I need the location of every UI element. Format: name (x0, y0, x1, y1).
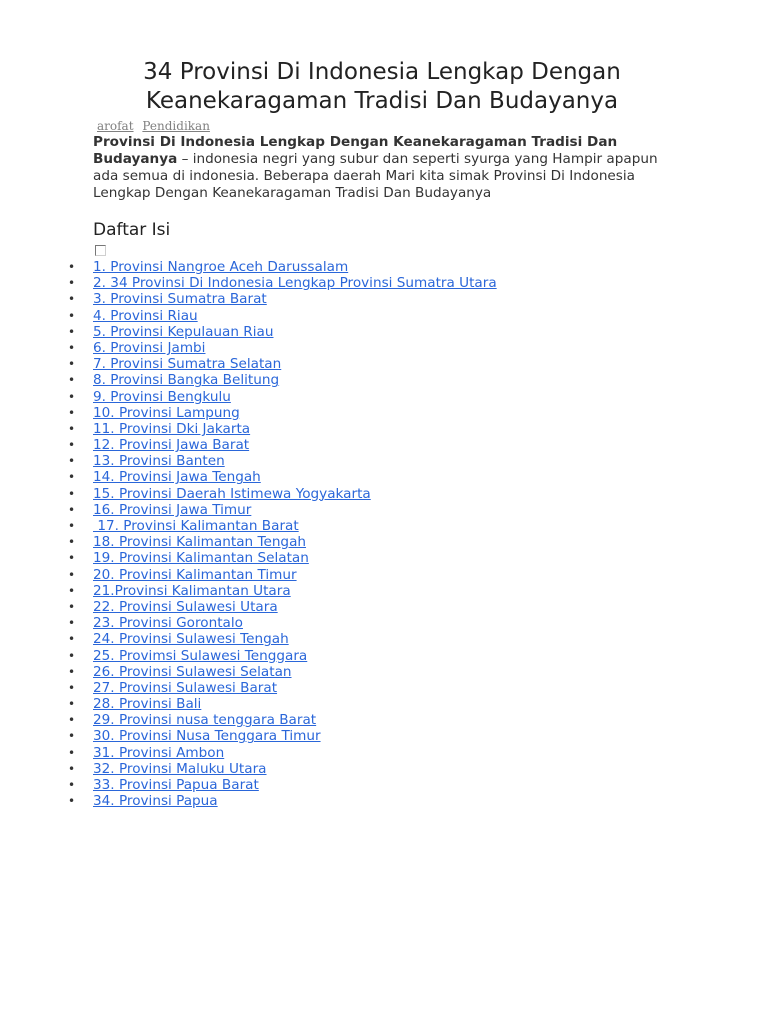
bullet-icon: • (68, 519, 76, 533)
bullet-icon: • (68, 324, 76, 339)
bullet-icon: • (68, 486, 76, 501)
bullet-icon: • (68, 778, 76, 792)
bullet-icon: • (68, 697, 76, 712)
toc-item (68, 469, 683, 486)
bullet-icon: • (68, 470, 76, 485)
toc-item (68, 696, 683, 713)
bullet-icon: • (68, 535, 76, 550)
article-meta (97, 119, 683, 133)
bullet-icon: • (68, 292, 76, 307)
toc-link[interactable]: 13. Provinsi Banten (93, 453, 225, 470)
toc-item (68, 760, 683, 777)
bullet-icon: • (68, 761, 76, 776)
toc-item (68, 437, 683, 454)
bullet-icon: • (68, 405, 76, 420)
toc-item (68, 728, 683, 745)
toc-item (68, 679, 683, 696)
bullet-icon: • (68, 648, 76, 663)
article-intro (93, 134, 673, 202)
bullet-icon: • (68, 632, 76, 647)
bullet-icon: • (68, 713, 76, 728)
toc-item (68, 388, 683, 405)
bullet-icon: • (68, 260, 76, 274)
bullet-icon: • (68, 308, 76, 323)
toc-link[interactable]: 3. Provinsi Sumatra Barat (93, 291, 267, 308)
toc-link[interactable]: 2. 34 Provinsi Di Indonesia Lengkap Provinsi Sumatra Utara (93, 275, 497, 292)
toc-item (68, 307, 683, 324)
toc-link[interactable]: 20. Provinsi Kalimantan Timur (93, 566, 297, 583)
toc-link[interactable]: 28. Provinsi Bali (93, 696, 202, 713)
toc-item (68, 777, 683, 793)
toc-list (68, 259, 683, 810)
bullet-icon: • (68, 583, 76, 598)
toc-link[interactable]: 34. Provinsi Papua (93, 793, 218, 810)
bullet-icon: • (68, 664, 76, 679)
toc-item (68, 793, 683, 810)
category-link[interactable]: Pendidikan (142, 119, 210, 133)
bullet-icon: • (68, 616, 76, 631)
bullet-icon: • (68, 745, 76, 760)
bullet-icon: • (68, 551, 76, 566)
toc-item (68, 550, 683, 567)
toc-item (68, 631, 683, 648)
toc-link[interactable]: 24. Provinsi Sulawesi Tengah (93, 631, 289, 648)
toc-link[interactable]: 21.Provinsi Kalimantan Utara (93, 582, 291, 599)
bullet-icon: • (68, 454, 76, 469)
toc-link[interactable]: 10. Provinsi Lampung (93, 404, 240, 421)
toc-item (68, 485, 683, 502)
toc-link[interactable]: 19. Provinsi Kalimantan Selatan (93, 550, 309, 567)
toc-item (68, 712, 683, 729)
bullet-icon: • (68, 276, 76, 291)
article-title: 34 Provinsi Di Indonesia Lengkap Dengan Keanekaragaman Tradisi Dan Budayanya (143, 59, 621, 114)
toc-link[interactable]: 27. Provinsi Sulawesi Barat (93, 679, 278, 696)
bullet-icon: • (68, 794, 76, 809)
toc-link[interactable]: 17. Provinsi Kalimantan Barat (93, 518, 299, 534)
toc-item (68, 259, 683, 275)
toc-link[interactable]: 1. Provinsi Nangroe Aceh Darussalam (93, 259, 349, 275)
toc-item (68, 453, 683, 470)
toc-item (68, 647, 683, 664)
toc-item (68, 291, 683, 308)
bullet-icon: • (68, 357, 76, 372)
toc-link[interactable]: 16. Provinsi Jawa Timur (93, 501, 252, 518)
bullet-icon: • (68, 389, 76, 404)
toc-link[interactable]: 12. Provinsi Jawa Barat (93, 437, 250, 454)
toc-item (68, 501, 683, 518)
toc-item (68, 275, 683, 292)
toc-item (68, 598, 683, 615)
toc-item (68, 566, 683, 583)
toc-item (68, 339, 683, 356)
bullet-icon: • (68, 340, 76, 355)
toc-link[interactable]: 25. Provimsi Sulawesi Tenggara (93, 647, 308, 664)
bullet-icon: • (68, 729, 76, 744)
toc-link[interactable]: 15. Provinsi Daerah Istimewa Yogyakarta (93, 485, 371, 502)
intro-text: – indonesia negri yang subur dan seperti syurga yang Hampir apapun ada semua di indonesia. Beberapa daerah Mari kita simak Provinsi Di Indonesia Lengkap Dengan Keanekaragaman Tradisi Dan Budayanya (93, 151, 658, 201)
bullet-icon: • (68, 567, 76, 582)
toc-link[interactable]: 5. Provinsi Kepulauan Riau (93, 323, 274, 340)
toc-item (68, 582, 683, 599)
bullet-icon: • (68, 438, 76, 453)
toc-link[interactable]: 4. Provinsi Riau (93, 307, 198, 324)
toc-link[interactable]: 32. Provinsi Maluku Utara (93, 760, 267, 777)
toc-link[interactable]: 23. Provinsi Gorontalo (93, 615, 243, 632)
toc-link[interactable]: 31. Provinsi Ambon (93, 744, 225, 761)
toc-item (68, 615, 683, 632)
toc-item (68, 404, 683, 421)
toc-item (68, 518, 683, 534)
bullet-icon: • (68, 502, 76, 517)
toc-link[interactable]: 7. Provinsi Sumatra Selatan (93, 356, 282, 373)
toc-link[interactable]: 33. Provinsi Papua Barat (93, 777, 259, 793)
bullet-icon: • (68, 599, 76, 614)
toc-link[interactable]: 26. Provinsi Sulawesi Selatan (93, 663, 292, 680)
toc-link[interactable]: 14. Provinsi Jawa Tengah (93, 469, 261, 486)
toc-link[interactable]: 22. Provinsi Sulawesi Utara (93, 598, 278, 615)
toc-link[interactable]: 18. Provinsi Kalimantan Tengah (93, 534, 307, 551)
toc-link[interactable]: 8. Provinsi Bangka Belitung (93, 372, 280, 389)
toc-toggle-checkbox[interactable] (95, 245, 106, 256)
toc-item (68, 534, 683, 551)
bullet-icon: • (68, 421, 76, 436)
intro-bold: Provinsi Di Indonesia Lengkap Dengan Keanekaragaman Tradisi Dan Budayanya (93, 134, 618, 167)
toc-item (68, 323, 683, 340)
toc-item (68, 372, 683, 389)
toc-link[interactable]: 11. Provinsi Dki Jakarta (93, 420, 251, 437)
toc-item (68, 356, 683, 373)
toc-item (68, 663, 683, 680)
article (68, 58, 683, 810)
toc-item (68, 420, 683, 437)
toc-link[interactable]: 30. Provinsi Nusa Tenggara Timur (93, 728, 321, 745)
toc-heading: Daftar Isi (93, 220, 171, 240)
toc-link[interactable]: 29. Provinsi nusa tenggara Barat (93, 712, 317, 729)
author-link[interactable]: arofat (97, 119, 134, 133)
toc-link[interactable]: 6. Provinsi Jambi (93, 339, 206, 356)
bullet-icon: • (68, 373, 76, 388)
toc-link[interactable]: 9. Provinsi Bengkulu (93, 388, 231, 405)
toc-item (68, 744, 683, 761)
bullet-icon: • (68, 680, 76, 695)
